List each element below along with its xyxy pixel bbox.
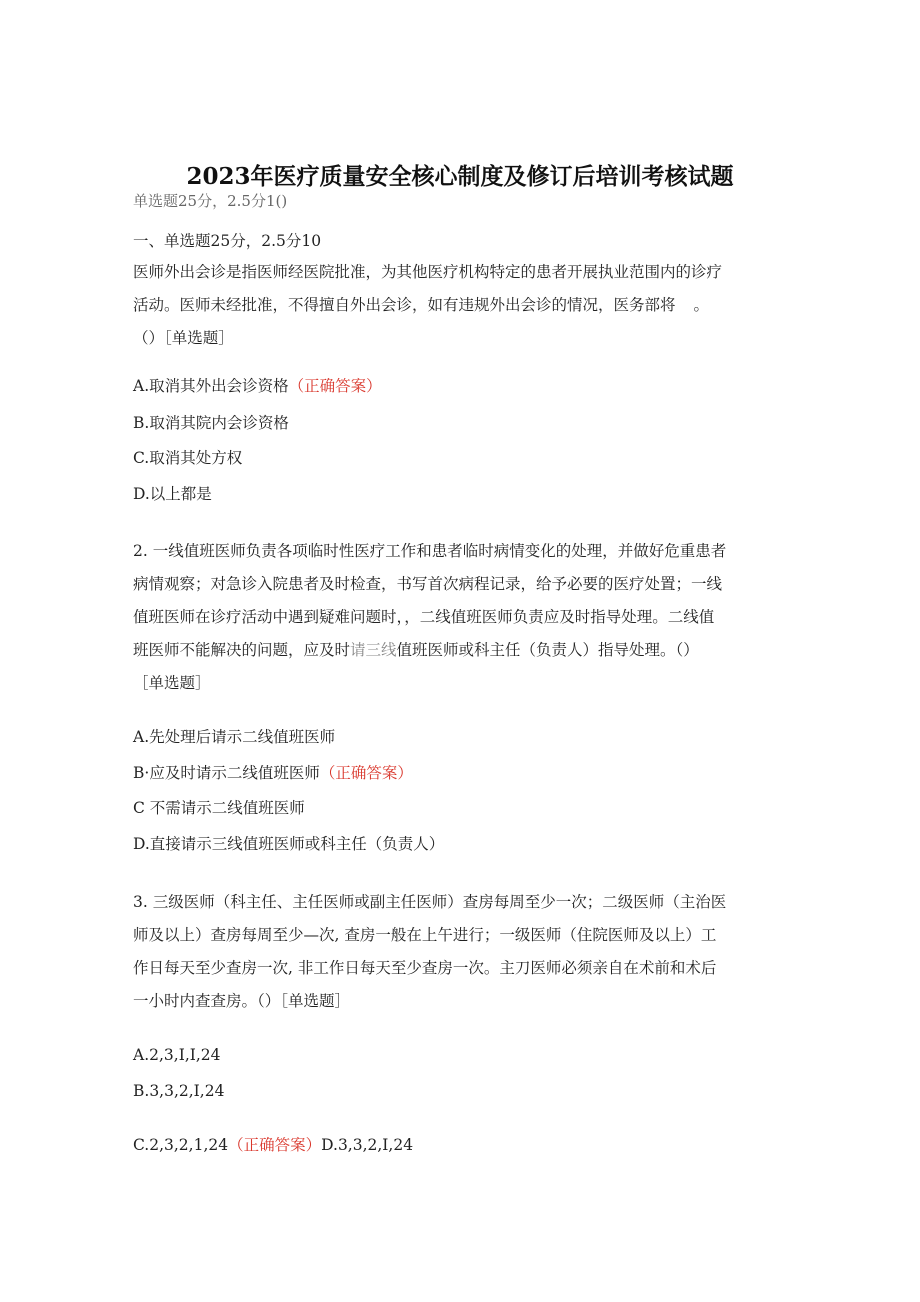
question-2-line-3: 值班医师在诊疗活动中遇到疑难问题时，，二线值班医师负责应及时指导处理。二线值 <box>133 608 715 626</box>
correct-answer-tag: （正确答案） <box>319 764 413 782</box>
correct-answer-tag: （正确答案） <box>228 1136 322 1154</box>
question-2-line-4 <box>133 634 783 667</box>
question-1-line-2 <box>133 289 783 322</box>
question-2-option-d[interactable]: D.直接请示三线值班医师或科主任（负责人） <box>133 835 445 853</box>
question-3-line-2: 师及以上）查房每周至少—次, 查房一般在上午进行；一级医师（住院医师及以上）工 <box>133 926 717 944</box>
question-3-option-b[interactable]: B.3,3,2,I,24 <box>133 1082 225 1100</box>
question-1-option-b[interactable]: B.取消其院内会诊资格 <box>133 414 289 432</box>
question-1-line-3: （）［单选题］ <box>133 329 234 347</box>
question-1 <box>133 256 783 355</box>
question-1-option-c[interactable]: C.取消其处方权 <box>133 449 243 467</box>
question-1-line-2-text: 活动。医师未经批准，不得擅自外出会诊，如有违规外出会诊的情况，医务部将 <box>133 296 676 314</box>
question-3-option-d[interactable]: D.3,3,2,I,24 <box>321 1136 414 1154</box>
question-2-option-b[interactable] <box>133 761 413 783</box>
question-2-line-4-b: 请三线 <box>350 641 397 659</box>
question-2-option-a[interactable]: A.先处理后请示二线值班医师 <box>133 728 336 746</box>
option-text: C.2,3,2,1,24 <box>133 1136 229 1154</box>
option-text: B·应及时请示二线值班医师 <box>133 764 320 782</box>
question-1-line-2-end: 。 <box>693 296 710 314</box>
question-3-line-4: 一小时内查查房。（）［单选题］ <box>133 992 351 1010</box>
question-3-option-c[interactable] <box>133 1136 321 1154</box>
question-1-line-1: 医师外出会诊是指医师经医院批准，为其他医疗机构特定的患者开展执业范围内的诊疗 <box>133 263 723 281</box>
question-2-line-4-c: 值班医师或科主任（负责人）指导处理。（） <box>396 641 699 659</box>
question-3-line-1: 3. 三级医师（科主任、主任医师或副主任医师）查房每周至少一次；二级医师（主治医 <box>133 893 727 911</box>
question-2-line-5: ［单选题］ <box>133 674 211 692</box>
option-text: A.取消其外出会诊资格 <box>133 377 289 395</box>
question-1-option-a[interactable] <box>133 374 382 396</box>
question-2 <box>133 535 783 700</box>
page-title: 2023年医疗质量安全核心制度及修订后培训考核试题 <box>186 163 734 190</box>
section-heading: 一、单选题25分，2.5分10 <box>133 232 322 250</box>
question-2-option-c[interactable]: C 不需请示二线值班医师 <box>133 799 305 817</box>
question-1-option-d[interactable]: D.以上都是 <box>133 485 212 503</box>
question-3-option-a[interactable]: A.2,3,I,I,24 <box>133 1046 221 1064</box>
question-3 <box>133 886 783 1018</box>
subtitle: 单选题25分，2.5分1() <box>133 192 288 210</box>
correct-answer-tag: （正确答案） <box>288 377 382 395</box>
question-3-options-c-d <box>133 1133 413 1155</box>
question-3-line-3: 作日每天至少查房一次, 非工作日每天至少查房一次。主刀医师必须亲自在术前和术后 <box>133 959 717 977</box>
question-2-line-1: 2. 一线值班医师负责各项临时性医疗工作和患者临时病情变化的处理，并做好危重患者 <box>133 542 727 560</box>
question-2-line-2: 病情观察；对急诊入院患者及时检查，书写首次病程记录，给予必要的医疗处置；一线 <box>133 575 723 593</box>
question-2-line-4-a: 班医师不能解决的问题，应及时 <box>133 641 351 659</box>
